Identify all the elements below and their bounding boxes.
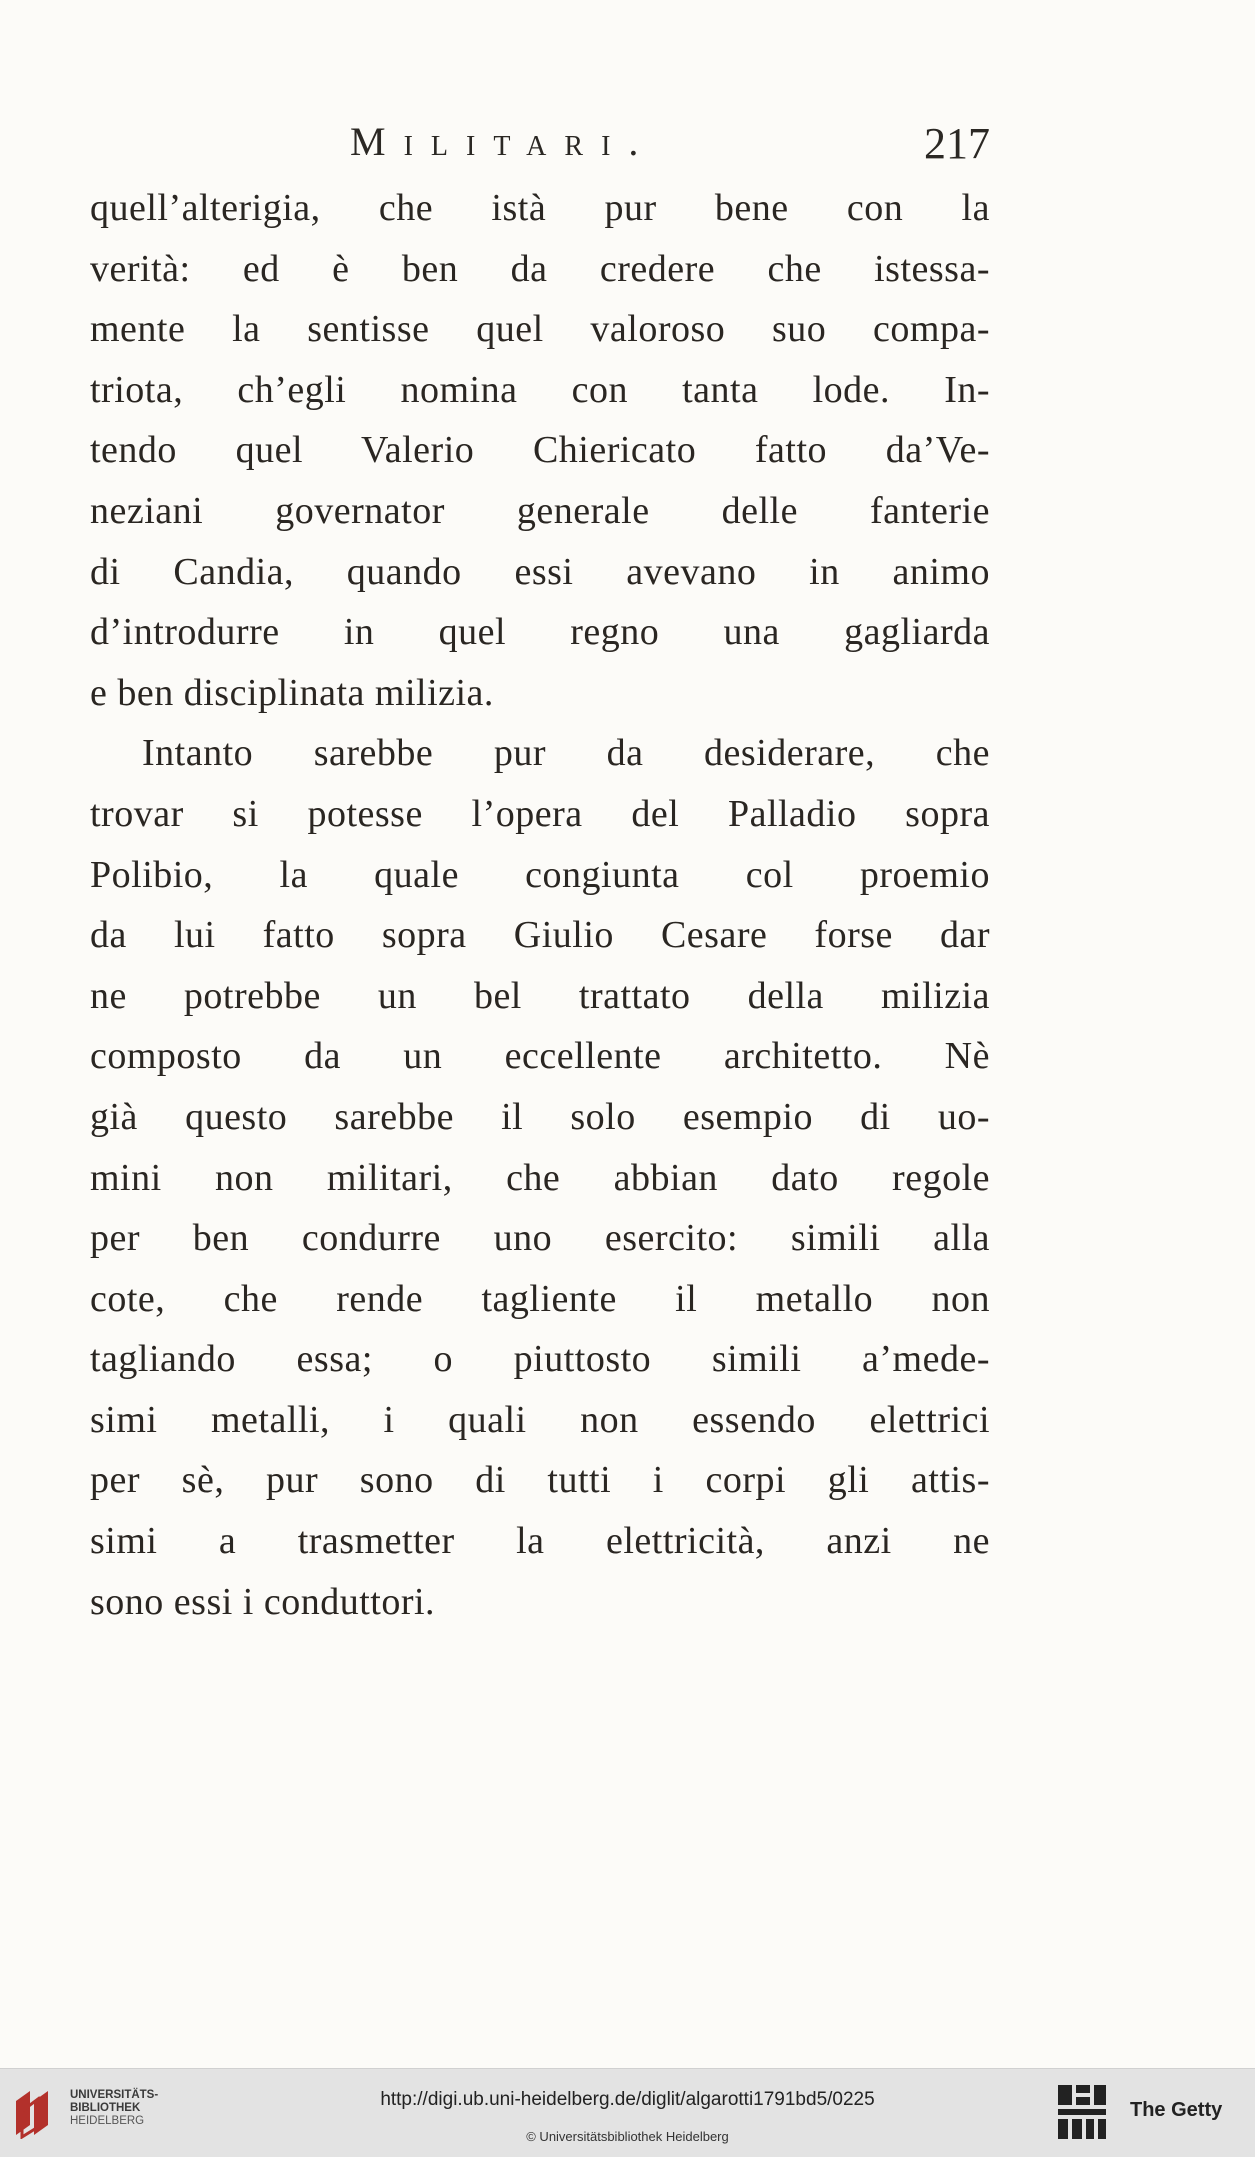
text-line: mini non militari, che abbian dato regole bbox=[90, 1156, 990, 1199]
text-line: da lui fatto sopra Giulio Cesare forse dar bbox=[90, 914, 990, 957]
text-line: già questo sarebbe il solo esempio di uo- bbox=[90, 1095, 990, 1138]
text-line: Polibio, la quale congiunta col proemio bbox=[90, 853, 990, 896]
text-line: d’introdurre in quel regno una gagliarda bbox=[90, 611, 990, 654]
text-line: trovar si potesse l’opera del Palladio sopra bbox=[90, 792, 990, 835]
running-head bbox=[90, 118, 990, 178]
text-line: per ben condurre uno esercito: simili alla bbox=[90, 1217, 990, 1260]
viewer-footer bbox=[0, 2068, 1255, 2157]
text-line: composto da un eccellente architetto. Nè bbox=[90, 1035, 990, 1078]
library-name-line-1: UNIVERSITÄTS- bbox=[70, 2089, 159, 2101]
text-line: triota, ch’egli nomina con tanta lode. In- bbox=[90, 368, 990, 411]
text-line: simi metalli, i quali non essendo elettrici bbox=[90, 1398, 990, 1441]
text-line: quell’alterigia, che istà pur bene con la bbox=[90, 187, 990, 229]
text-line: ne potrebbe un bel trattato della milizia bbox=[90, 974, 990, 1017]
text-line: neziani governator generale delle fanterie bbox=[90, 489, 990, 532]
text-line: cote, che rende tagliente il metallo non bbox=[90, 1277, 990, 1320]
text-line: di Candia, quando essi avevano in animo bbox=[90, 550, 990, 593]
getty-partner-name: The Getty bbox=[1130, 2099, 1223, 2121]
permalink-url[interactable]: http://digi.ub.uni-heidelberg.de/diglit/algarotti1791bd5/0225 bbox=[380, 2089, 875, 2110]
text-line: sono essi i conduttori. bbox=[90, 1580, 436, 1623]
body-text bbox=[90, 178, 990, 1632]
text-line: per sè, pur sono di tutti i corpi gli attis- bbox=[90, 1459, 990, 1502]
text-line: tendo quel Valerio Chiericato fatto da’Ve- bbox=[90, 429, 990, 472]
page-number: 217 bbox=[924, 119, 990, 168]
library-city: HEIDELBERG bbox=[70, 2115, 145, 2127]
text-line: Intanto sarebbe pur da desiderare, che bbox=[142, 732, 990, 775]
getty-logo-icon bbox=[1056, 2083, 1108, 2141]
running-head-title: Militari. bbox=[350, 119, 657, 164]
text-line: mente la sentisse quel valoroso suo compa- bbox=[90, 308, 990, 351]
text-line: simi a trasmetter la elettricità, anzi ne bbox=[90, 1520, 990, 1563]
text-line: e ben disciplinata milizia. bbox=[90, 671, 494, 714]
text-line: tagliando essa; o piuttosto simili a’mede- bbox=[90, 1338, 990, 1381]
library-name-line-2: BIBLIOTHEK bbox=[70, 2102, 141, 2114]
copyright-notice: © Universitätsbibliothek Heidelberg bbox=[526, 2129, 729, 2144]
text-line: verità: ed è ben da credere che istessa- bbox=[90, 247, 990, 290]
